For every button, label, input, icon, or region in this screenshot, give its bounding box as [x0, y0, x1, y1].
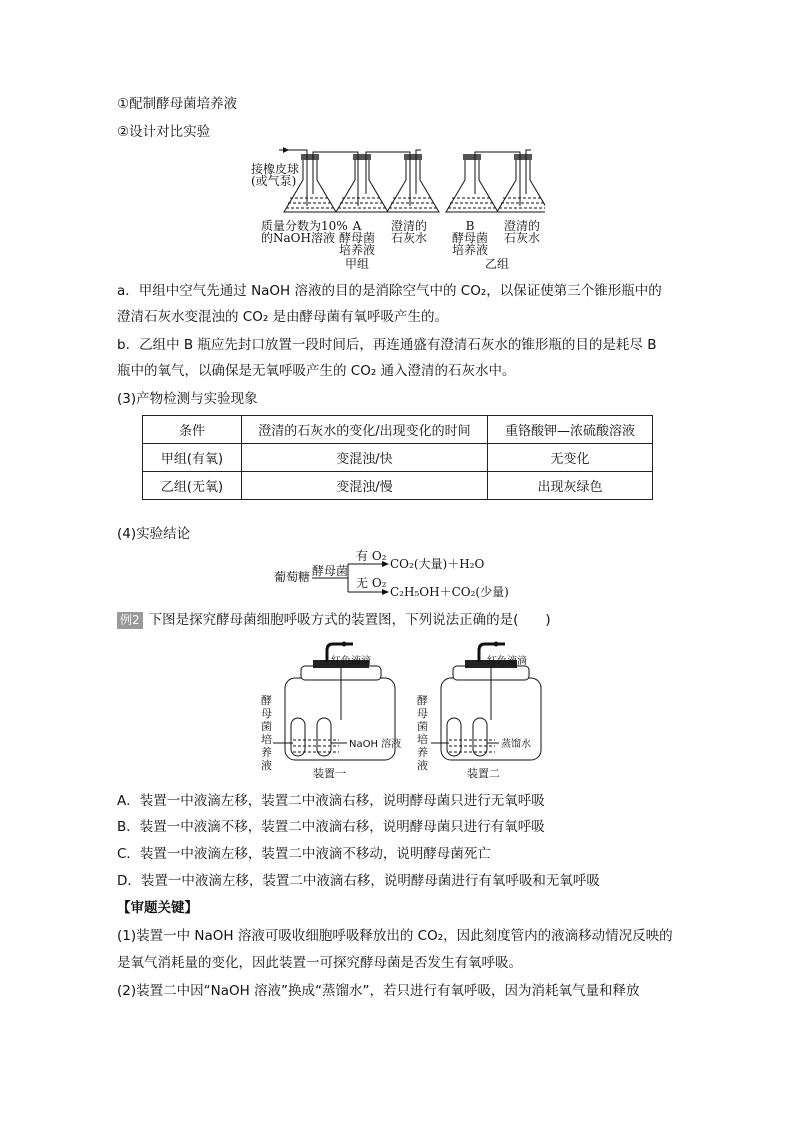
section-4-heading: (4)实验结论: [117, 526, 191, 542]
example-tag: 例2: [117, 612, 143, 629]
flask-a-letter: A: [352, 219, 362, 233]
device-one-label: 装置一: [313, 767, 346, 780]
bulb-label-1: 接橡皮球: [251, 162, 300, 176]
para-a-line-2: 澄清石灰水变混浊的 CO₂ 是由酵母菌有氧呼吸产生的。: [117, 309, 449, 325]
flask-a-label-1: 酵母菌: [338, 231, 376, 245]
table-header-row: [143, 416, 653, 444]
without-o2-label: 无 O₂: [356, 576, 387, 590]
culture-label-1: 养: [261, 746, 272, 759]
flask-b-label-2: 培养液: [451, 243, 489, 257]
lime-a-label-2: 石灰水: [390, 231, 428, 245]
anaerobic-product: C₂H₅OH＋CO₂(少量): [390, 585, 509, 599]
option-b: B．装置一中液滴不移，装置二中液滴右移，说明酵母菌只进行有氧呼吸: [117, 819, 545, 835]
key-line-3: (2)装置二中因“NaOH 溶液”换成“蒸馏水”，若只进行有氧呼吸，因为消耗氧气量和释放: [117, 983, 640, 999]
key-line-1: (1)装置一中 NaOH 溶液可吸收细胞呼吸释放出的 CO₂，因此刻度管内的液滴移动情况反映的: [117, 928, 673, 944]
device-one-naoh-label: NaOH 溶液: [349, 739, 402, 750]
culture-label-1: 菌: [261, 720, 272, 733]
example-question-text: 下图是探究酵母菌细胞呼吸方式的装置图，下列说法正确的是( ): [148, 612, 551, 628]
flask-apparatus-figure: [245, 146, 545, 276]
culture-label-1: 培: [261, 733, 272, 746]
table-cell: 甲组(有氧): [143, 444, 242, 472]
device-two-label: 装置二: [467, 767, 500, 780]
key-title: 【审题关键】: [117, 900, 198, 916]
aerobic-product: CO₂(大量)＋H₂O: [390, 557, 485, 571]
step-2-text: ②设计对比实验: [117, 124, 211, 140]
table-header-cell: 条件: [143, 416, 242, 444]
option-c: C．装置一中液滴左移，装置二中液滴不移动，说明酵母菌死亡: [117, 846, 491, 862]
culture-label-2: 菌: [417, 720, 428, 733]
table-cell: 无变化: [488, 444, 653, 472]
option-d: D．装置一中液滴左移，装置二中液滴右移，说明酵母菌进行有氧呼吸和无氧呼吸: [117, 873, 600, 889]
section-3-heading: (3)产物检测与实验现象: [117, 391, 258, 407]
device-one-drop-label: 红色液滴: [331, 656, 371, 667]
lime-b-label-2: 石灰水: [503, 231, 541, 245]
culture-label-2: 母: [417, 707, 428, 720]
flask-a-label-2: 培养液: [338, 243, 376, 257]
para-b-line-1: b．乙组中 B 瓶应先封口放置一段时间后，再连通盛有澄清石灰水的锥形瓶的目的是耗尽 B: [117, 337, 657, 353]
step-1-text: ①配制酵母菌培养液: [117, 96, 238, 112]
key-line-2: 是氧气消耗量的变化，因此装置一可探究酵母菌是否发生有氧呼吸。: [117, 955, 522, 971]
table-cell: 乙组(无氧): [143, 472, 242, 500]
lime-b-label-1: 澄清的: [503, 219, 541, 233]
glucose-label: 葡萄糖: [274, 570, 311, 584]
flask-b-letter: B: [465, 219, 475, 233]
table-row: [143, 444, 653, 472]
table-cell: 出现灰绿色: [488, 472, 653, 500]
table-cell: 变混浊/快: [242, 444, 488, 472]
lime-a-label-1: 澄清的: [390, 219, 428, 233]
with-o2-label: 有 O₂: [356, 549, 387, 563]
culture-label-2: 养: [417, 746, 428, 759]
culture-label-2: 培: [417, 733, 428, 746]
para-b-line-2: 瓶中的氧气，以确保是无氧呼吸产生的 CO₂ 通入澄清的石灰水中。: [117, 363, 516, 379]
naoh-label-2: 的NaOH溶液: [261, 231, 335, 245]
flask-b-label-1: 酵母菌: [451, 231, 489, 245]
conclusion-diagram: [268, 548, 538, 604]
para-a-line-1: a．甲组中空气先通过 NaOH 溶液的目的是消除空气中的 CO₂，以保证使第三个锥形瓶中的: [117, 283, 662, 299]
culture-label-2: 液: [417, 759, 428, 772]
culture-label-2: 酵: [417, 694, 428, 707]
device-two-drop-label: 红色液滴: [487, 656, 527, 667]
table-header-cell: 澄清的石灰水的变化/出现变化的时间: [242, 416, 488, 444]
bulb-label-2: (或气泵): [251, 174, 297, 188]
table-row: [143, 472, 653, 500]
table-cell: 变混浊/慢: [242, 472, 488, 500]
group-b-label: 乙组: [484, 257, 510, 271]
naoh-label-1: 质量分数为10%: [261, 219, 348, 233]
culture-label-1: 酵: [261, 694, 272, 707]
option-a: A．装置一中液滴左移，装置二中液滴右移，说明酵母菌只进行无氧呼吸: [117, 793, 545, 809]
results-table: [142, 415, 653, 500]
culture-label-1: 母: [261, 707, 272, 720]
culture-label-1: 液: [261, 759, 272, 772]
device-apparatus-figure: [255, 640, 545, 782]
group-a-label: 甲组: [344, 257, 370, 271]
table-header-cell: 重铬酸钾—浓硫酸溶液: [488, 416, 653, 444]
example-question: [117, 610, 551, 630]
yeast-label: 酵母菌: [312, 564, 349, 578]
device-two-water-label: 蒸馏水: [501, 739, 531, 750]
